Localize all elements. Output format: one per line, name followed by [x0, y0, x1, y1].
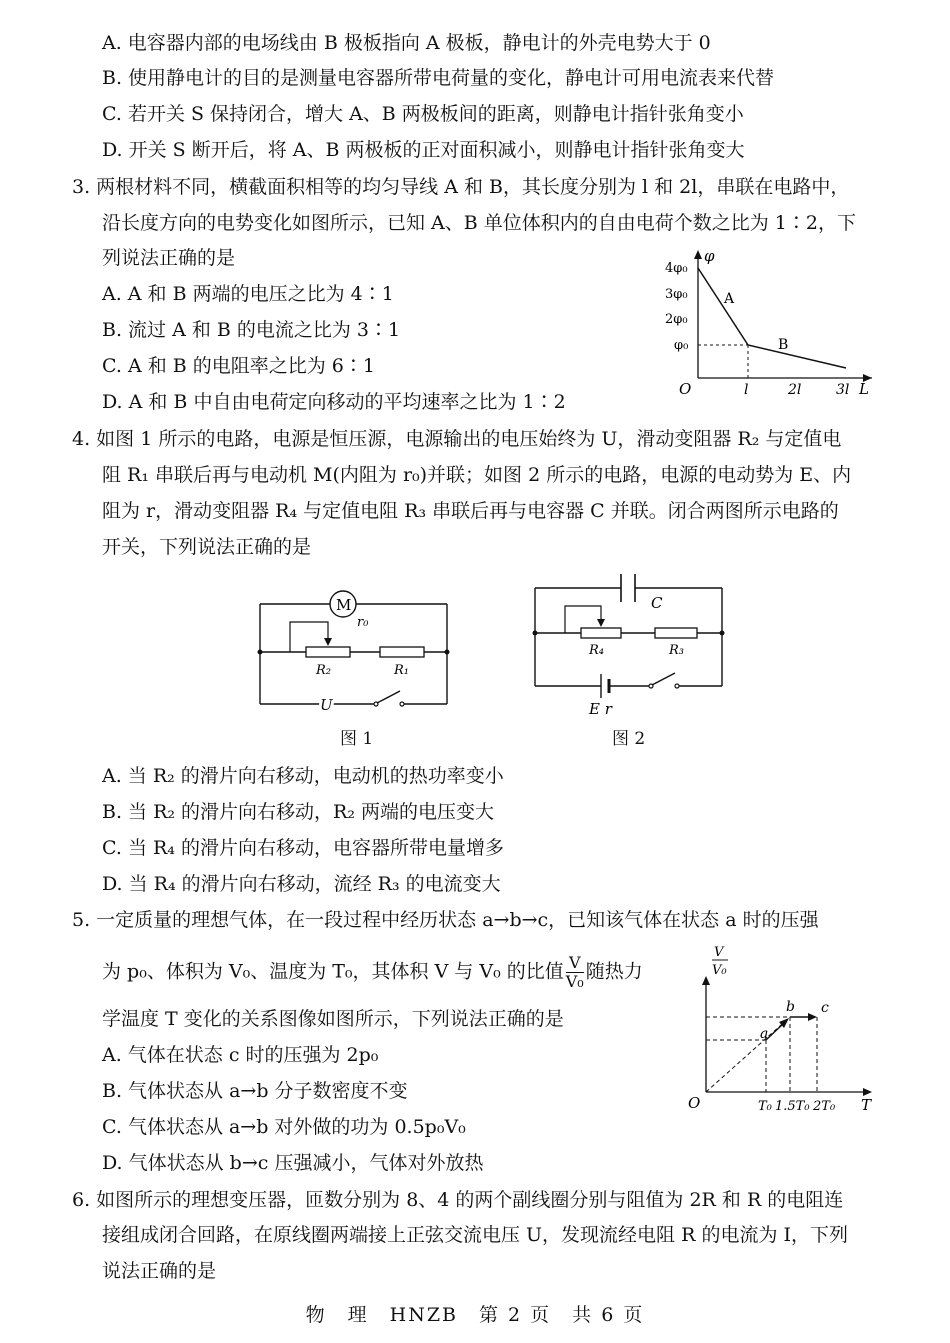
q4-option-c: C. 当 R₄ 的滑片向右移动，电容器所带电量增多 — [102, 837, 504, 859]
point-b-label: b — [786, 999, 795, 1015]
q4-stem-line-3: 阻为 r，滑动变阻器 R₄ 与定值电阻 R₃ 串联后再与电容器 C 并联。闭合两图所示电路的 — [102, 500, 839, 522]
q3-option-a: A. A 和 B 两端的电压之比为 4∶1 — [102, 283, 394, 305]
r2-label: R₂ — [316, 663, 331, 678]
q5-stem-line-2-post: 随热力 — [585, 960, 643, 983]
point-a-label: a — [760, 1026, 769, 1042]
x-tick-t0: T₀ — [758, 1099, 772, 1114]
q3-option-b: B. 流过 A 和 B 的电流之比为 3∶1 — [102, 319, 401, 341]
q4-circuit-fig1 — [250, 586, 460, 746]
y-axis-arrow — [694, 250, 702, 259]
x-tick-2: 2l — [788, 382, 802, 396]
fig1-caption: 图 1 — [340, 729, 374, 749]
q5-option-a: A. 气体在状态 c 时的压强为 2p₀ — [102, 1044, 379, 1066]
motor-resistance-label: r₀ — [357, 615, 369, 630]
x-tick-1: l — [744, 382, 749, 396]
segment-b-label: B — [778, 337, 789, 353]
segment-a-label: A — [724, 291, 735, 307]
fig1-switch — [377, 691, 400, 703]
q2-option-c: C. 若开关 S 保持闭合，增大 A、B 两极板间的距离，则静电计指针张角变小 — [102, 103, 744, 125]
q6-stem-line-3: 说法正确的是 — [102, 1260, 217, 1282]
q4-circuit-fig2 — [525, 570, 735, 720]
origin-label: O — [679, 380, 692, 396]
q6-stem-line-1: 6. 如图所示的理想变压器，匝数分别为 8、4 的两个副线圈分别与阻值为 2R 和 R 的电阻连 — [72, 1189, 844, 1211]
q3-option-c: C. A 和 B 的电阻率之比为 6∶1 — [102, 355, 375, 377]
q4-option-a: A. 当 R₂ 的滑片向右移动，电动机的热功率变小 — [102, 765, 504, 787]
q2-option-a: A. 电容器内部的电场线由 B 极板指向 A 极板，静电计的外壳电势大于 0 — [102, 32, 711, 54]
q3-potential-graph — [660, 246, 880, 396]
x-axis-arrow — [863, 1088, 872, 1096]
q5-option-c: C. 气体状态从 a→b 对外做的功为 0.5p₀V₀ — [102, 1116, 466, 1138]
q5-stem-line-2-pre: 为 p₀、体积为 V₀、温度为 T₀，其体积 V 与 V₀ 的比值 — [102, 960, 564, 983]
volume-ratio-fraction — [566, 954, 584, 991]
q4-option-b: B. 当 R₂ 的滑片向右移动，R₂ 两端的电压变大 — [102, 801, 495, 823]
q5-stem-line-1: 5. 一定质量的理想气体，在一段过程中经历状态 a→b→c，已知该气体在状态 a 时的压强 — [72, 909, 819, 931]
c-label: C — [651, 594, 663, 612]
x-tick-2t0: 2T₀ — [813, 1099, 836, 1114]
origin-label: O — [688, 1094, 701, 1112]
motor-label: M — [336, 596, 352, 614]
y-tick-1: φ₀ — [674, 338, 689, 353]
r3-resistor — [655, 628, 697, 638]
er-label: E r — [589, 700, 612, 718]
point-c-label: c — [821, 1000, 829, 1016]
r4-resistor — [581, 628, 621, 638]
q5-option-b: B. 气体状态从 a→b 分子数密度不变 — [102, 1080, 408, 1102]
fig2-caption: 图 2 — [612, 729, 646, 749]
y-tick-4: 4φ₀ — [665, 261, 688, 276]
y-label-den: V₀ — [712, 963, 727, 978]
q4-stem-line-4: 开关，下列说法正确的是 — [102, 536, 312, 558]
q4-option-d: D. 当 R₄ 的滑片向右移动，流经 R₃ 的电流变大 — [102, 873, 501, 895]
q3-stem-line-2: 沿长度方向的电势变化如图所示，已知 A、B 单位体积内的自由电荷个数之比为 1∶2，下 — [102, 212, 856, 234]
y-label-num: V — [714, 945, 724, 960]
x-axis-label: L — [859, 380, 869, 396]
page-footer: 物 理 HNZB 第 2 页 共 6 页 — [305, 1304, 645, 1326]
potential-line — [698, 268, 846, 368]
x-axis-label: T — [861, 1096, 872, 1114]
y-tick-3: 3φ₀ — [665, 287, 688, 302]
y-axis-arrow — [702, 976, 710, 985]
a-to-b-arrow — [766, 1023, 784, 1040]
q4-stem-line-1: 4. 如图 1 所示的电路，电源是恒压源，电源输出的电压始终为 U，滑动变阻器 R₂ 与定值电 — [72, 428, 842, 450]
y-axis-label: φ — [704, 247, 715, 265]
r1-label: R₁ — [394, 663, 409, 678]
r2-slider-arrow — [324, 638, 332, 646]
frac-numerator: V — [566, 954, 584, 973]
frac-denominator: V₀ — [565, 972, 584, 991]
q6-stem-line-2: 接组成闭合回路，在原线圈两端接上正弦交流电压 U，发现流经电阻 R 的电流为 I，下列 — [102, 1224, 848, 1246]
q2-option-d: D. 开关 S 断开后，将 A、B 两极板的正对面积减小，则静电计指针张角变大 — [102, 139, 745, 161]
y-tick-2: 2φ₀ — [665, 312, 688, 327]
r1-resistor — [380, 647, 424, 657]
r4-slider-arrow — [597, 619, 605, 627]
q5-volume-temperature-graph — [680, 940, 880, 1120]
q5-stem-line-3: 学温度 T 变化的关系图像如图所示，下列说法正确的是 — [102, 1008, 564, 1030]
u-label: U — [320, 696, 333, 714]
q3-option-d: D. A 和 B 中自由电荷定向移动的平均速率之比为 1∶2 — [102, 391, 566, 413]
x-tick-1-5t0: 1.5T₀ — [775, 1099, 810, 1114]
q3-stem-line-1: 3. 两根材料不同，横截面积相等的均匀导线 A 和 B，其长度分别为 l 和 2l，串联在电路中， — [72, 176, 850, 198]
q4-stem-line-2: 阻 R₁ 串联后再与电动机 M(内阻为 r₀)并联；如图 2 所示的电路，电源的电动势为 E、内 — [102, 464, 852, 486]
r2-resistor — [306, 647, 350, 657]
q2-option-b: B. 使用静电计的目的是测量电容器所带电荷量的变化，静电计可用电流表来代替 — [102, 67, 775, 89]
fig2-switch — [652, 673, 675, 685]
r4-label: R₄ — [589, 643, 604, 658]
q3-stem-line-3: 列说法正确的是 — [102, 247, 236, 269]
origin-to-b-dashed — [706, 1017, 790, 1092]
r3-label: R₃ — [669, 643, 684, 658]
x-tick-3: 3l — [836, 382, 850, 396]
q5-option-d: D. 气体状态从 b→c 压强减小，气体对外放热 — [102, 1152, 484, 1174]
q5-stem-line-2 — [102, 954, 643, 991]
